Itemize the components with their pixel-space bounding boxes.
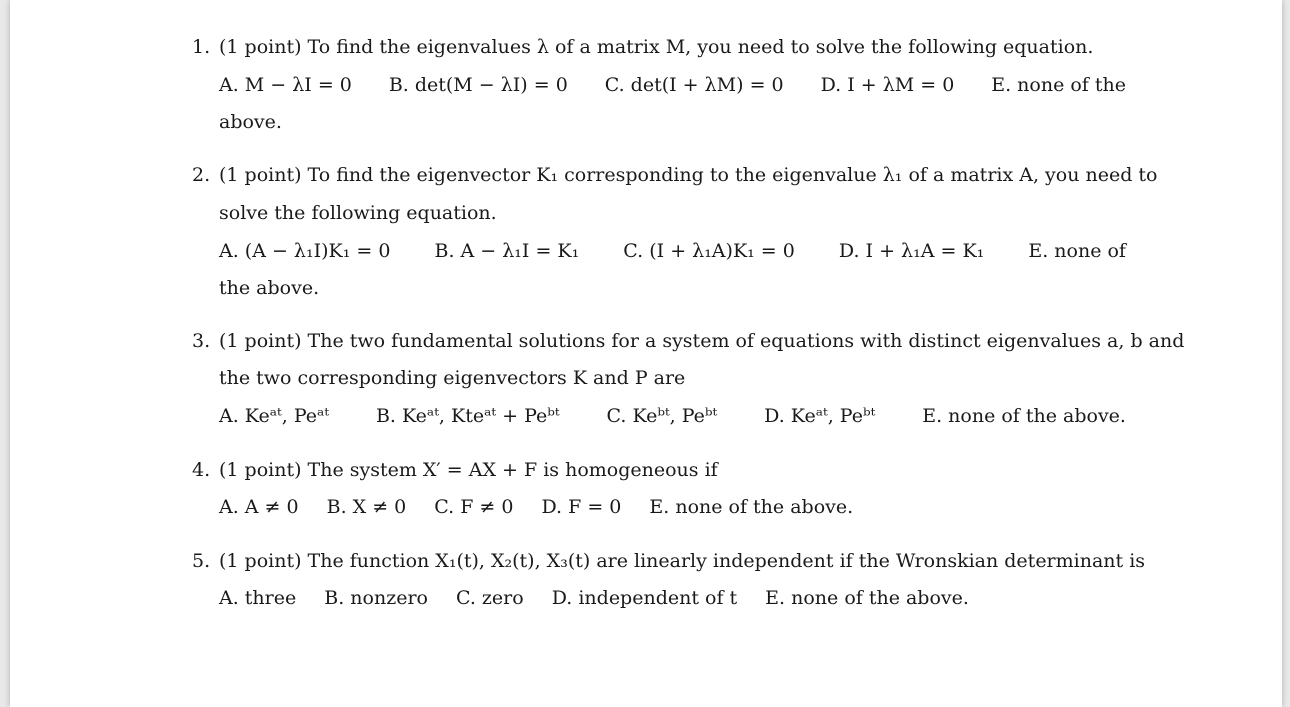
question-text: (1 point) The function X₁(t), X₂(t), X₃(t) are linearly independent if the Wronskian determinant is [219, 550, 1146, 572]
option-d[interactable]: D. I + λM = 0 [820, 74, 955, 96]
question-text: (1 point) To find the eigenvector K₁ corresponding to the eigenvalue λ₁ of a matrix A, you need to [219, 164, 1158, 186]
option-d[interactable]: D. Keᵃᵗ, Peᵇᵗ [764, 405, 876, 427]
option-c[interactable]: C. zero [455, 587, 524, 609]
answer-options [219, 496, 853, 518]
option-a[interactable]: A. A ≠ 0 [219, 496, 299, 518]
option-a[interactable]: A. M − λI = 0 [219, 74, 352, 96]
option-c[interactable]: C. Keᵇᵗ, Peᵇᵗ [606, 405, 718, 427]
answer-options [219, 587, 969, 609]
option-a[interactable]: A. (A − λ₁I)K₁ = 0 [219, 240, 391, 262]
option-b[interactable]: B. det(M − λI) = 0 [388, 74, 568, 96]
answer-options [219, 405, 1126, 427]
option-b[interactable]: B. A − λ₁I = K₁ [434, 240, 580, 262]
option-c[interactable]: C. (I + λ₁A)K₁ = 0 [623, 240, 795, 262]
question-text: solve the following equation. [219, 202, 497, 224]
option-e[interactable]: E. none of [1028, 240, 1126, 262]
option-c[interactable]: C. F ≠ 0 [434, 496, 514, 518]
option-b[interactable]: B. Keᵃᵗ, Kteᵃᵗ + Peᵇᵗ [375, 405, 560, 427]
answer-options [219, 74, 1126, 96]
question-number: 3. [192, 330, 211, 352]
question-text: (1 point) To find the eigenvalues λ of a matrix M, you need to solve the following equation. [219, 36, 1094, 58]
option-a[interactable]: A. Keᵃᵗ, Peᵃᵗ [219, 405, 330, 427]
option-continuation: above. [219, 111, 282, 133]
option-c[interactable]: C. det(I + λM) = 0 [604, 74, 784, 96]
answer-options [219, 240, 1126, 262]
option-e[interactable]: E. none of the above. [649, 496, 854, 518]
question-text: the two corresponding eigenvectors K and P are [219, 367, 686, 389]
question-text: (1 point) The system X′ = AX + F is homogeneous if [219, 459, 718, 481]
document-page [10, 0, 1282, 707]
question-number: 2. [192, 164, 211, 186]
question-number: 1. [192, 36, 211, 58]
option-e[interactable]: E. none of the above. [765, 587, 969, 609]
option-continuation: the above. [219, 277, 320, 299]
option-a[interactable]: A. three [219, 587, 297, 609]
option-e[interactable]: E. none of the [991, 74, 1126, 96]
question-number: 5. [192, 550, 211, 572]
option-d[interactable]: D. F = 0 [541, 496, 622, 518]
question-text: (1 point) The two fundamental solutions for a system of equations with distinct eigenvalues a, b and [219, 330, 1185, 352]
question-number: 4. [192, 459, 211, 481]
option-e[interactable]: E. none of the above. [922, 405, 1126, 427]
option-d[interactable]: D. independent of t [551, 587, 738, 609]
option-d[interactable]: D. I + λ₁A = K₁ [838, 240, 985, 262]
option-b[interactable]: B. X ≠ 0 [326, 496, 407, 518]
option-b[interactable]: B. nonzero [324, 587, 428, 609]
